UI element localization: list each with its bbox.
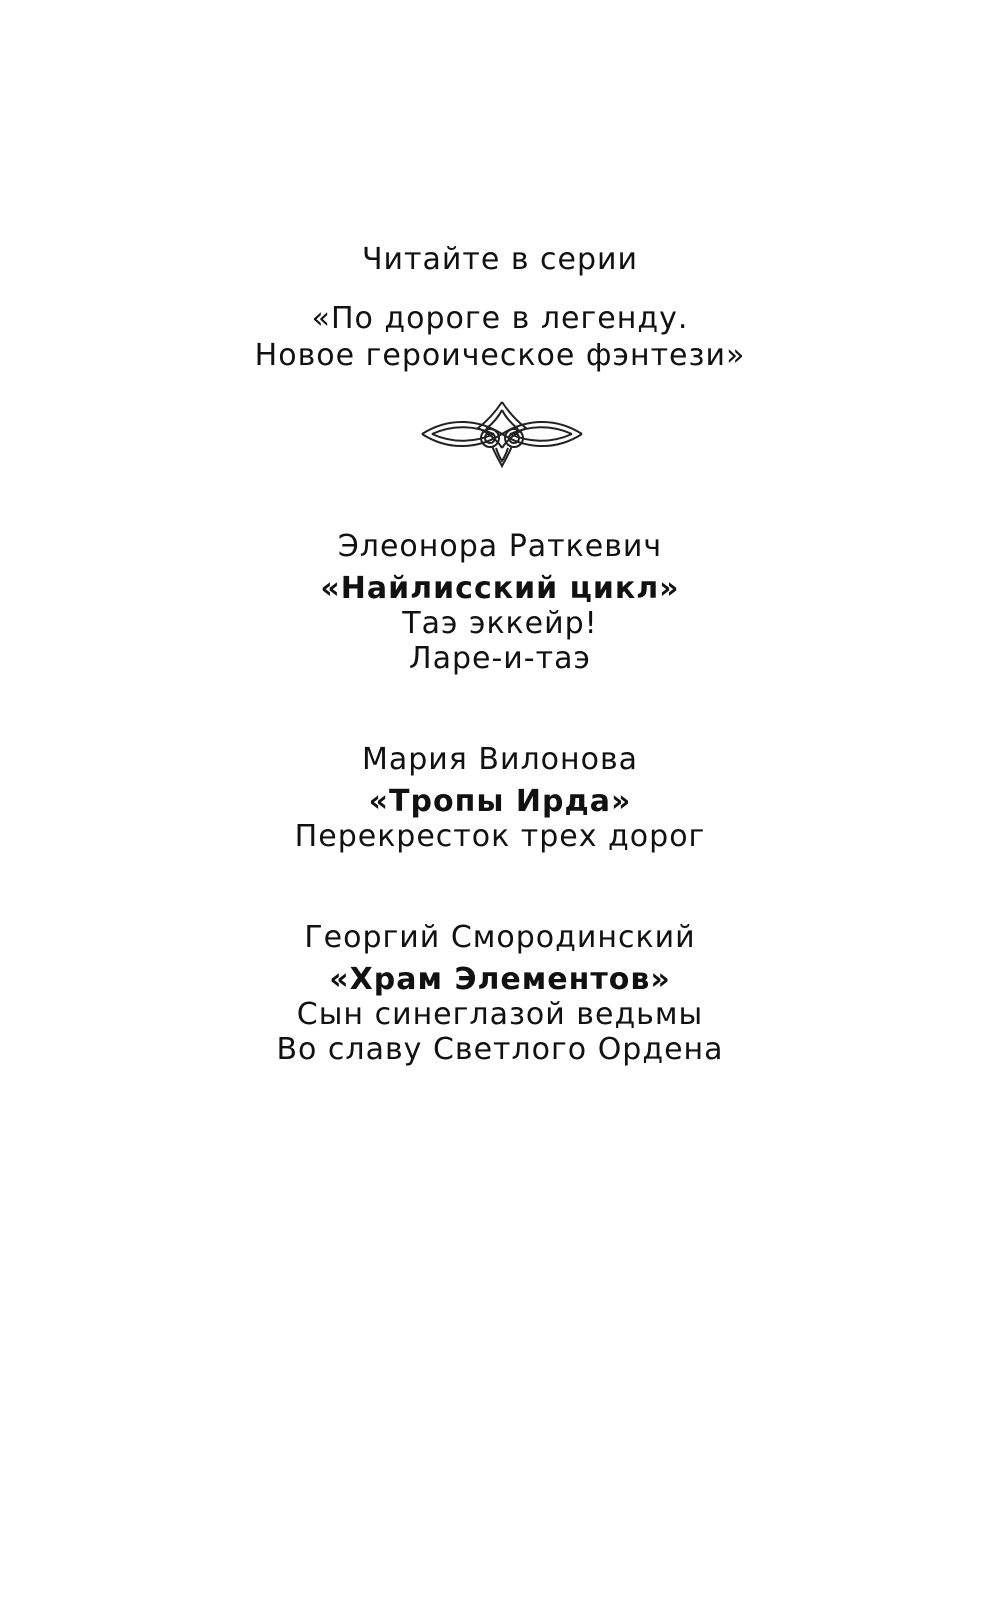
cycle-title: «Найлисский цикл»: [320, 571, 680, 606]
series-name-line-2: Новое героическое фэнтези»: [254, 338, 746, 373]
book-title: Таэ эккейр!: [402, 606, 598, 641]
author-name: Георгий Смородинский: [304, 920, 696, 955]
book-title: Во славу Светлого Ордена: [276, 1032, 724, 1067]
celtic-knot-ornament-icon: [420, 398, 584, 470]
book-title: Перекресток трех дорог: [294, 819, 706, 854]
author-name: Элеонора Раткевич: [337, 529, 663, 564]
book-title: Сын синеглазой ведьмы: [296, 997, 704, 1032]
series-name-line-1: «По дороге в легенду.: [311, 301, 689, 336]
author-name: Мария Вилонова: [361, 742, 639, 777]
cycle-title: «Храм Элементов»: [329, 962, 671, 997]
series-intro: Читайте в серии: [361, 242, 639, 277]
book-title: Ларе-и-таэ: [409, 641, 591, 676]
cycle-title: «Тропы Ирда»: [368, 784, 632, 819]
